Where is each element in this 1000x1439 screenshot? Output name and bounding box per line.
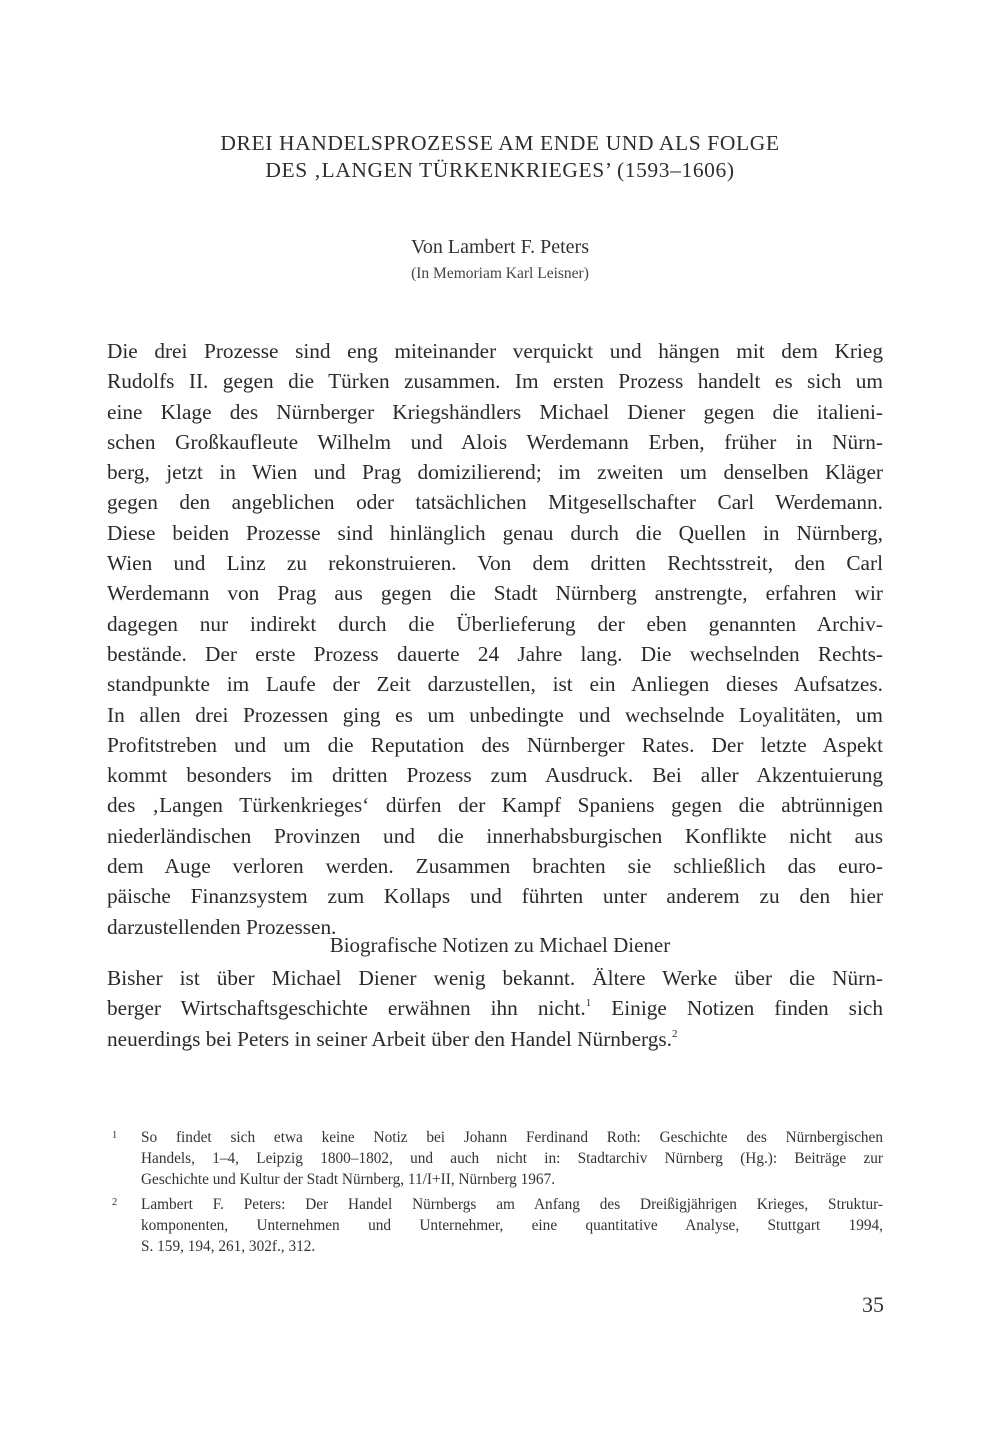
paragraph-text: neuerdings bei Peters in seiner Arbeit über den Handel Nürnbergs.: [107, 1026, 673, 1051]
paragraph-line: Wien und Linz zu rekonstruieren. Von dem dritten Rechtsstreit, den Carl: [107, 551, 883, 576]
footnote-number: 1: [112, 1130, 118, 1141]
paragraph-line: eine Klage des Nürnberger Kriegshändlers Michael Diener gegen die italieni-: [107, 399, 883, 424]
paragraph-line: Rudolfs II. gegen die Türken zusammen. Im ersten Prozess handelt es sich um: [107, 369, 883, 394]
footnote-line: S. 159, 194, 261, 302f., 312.: [141, 1238, 316, 1256]
page-number: 35: [862, 1292, 884, 1317]
paragraph-line: Diese beiden Prozesse sind hinlänglich genau durch die Quellen in Nürnberg,: [107, 520, 883, 545]
footnote-line: komponenten, Unternehmen und Unternehmer, eine quantitative Analyse, Stuttgart 1994,: [141, 1216, 883, 1234]
paragraph-line: [107, 993, 883, 1023]
footnote-ref[interactable]: 2: [672, 1027, 678, 1040]
paragraph-line: berg, jetzt in Wien und Prag domizilierend; im zweiten um denselben Kläger: [107, 460, 883, 485]
footnote: [107, 1127, 883, 1191]
footnote-line: Handels, 1–4, Leipzig 1800–1802, und auch nicht in: Stadtarchiv Nürnberg (Hg.): Beiträge zur: [141, 1150, 883, 1168]
paragraph-line: gegen den angeblichen oder tatsächlichen Mitgesellschafter Carl Werdemann.: [107, 490, 883, 515]
section-paragraph: [107, 963, 883, 1054]
paragraph-line: [107, 1024, 883, 1054]
paragraph-line: bestände. Der erste Prozess dauerte 24 Jahre lang. Die wechselnden Rechts-: [107, 641, 883, 666]
article-title: [0, 130, 1000, 184]
intro-paragraph: [107, 336, 883, 942]
paragraph-line: Bisher ist über Michael Diener wenig bekannt. Ältere Werke über die Nürn-: [107, 966, 883, 990]
footnote-line: Lambert F. Peters: Der Handel Nürnbergs am Anfang des Dreißigjährigen Krieges, Struktur-: [141, 1195, 883, 1213]
paragraph-line: Profitstreben und um die Reputation des Nürnberger Rates. Der letzte Aspekt: [107, 732, 883, 757]
paragraph-line: standpunkte im Laufe der Zeit darzustellen, ist ein Anliegen dieses Aufsatzes.: [107, 672, 883, 697]
paragraph-line: dem Auge verloren werden. Zusammen brachten sie schließlich das euro-: [107, 854, 883, 879]
footnote-ref[interactable]: 1: [585, 997, 592, 1010]
paragraph-line: kommt besonders im dritten Prozess zum Ausdruck. Bei aller Akzentuierung: [107, 763, 883, 788]
paragraph-line: darzustellenden Prozessen.: [107, 914, 337, 939]
paragraph-line: Werdemann von Prag aus gegen die Stadt Nürnberg anstrengte, erfahren wir: [107, 581, 883, 606]
paragraph-line: dagegen nur indirekt durch die Überlieferung der eben genannten Archiv-: [107, 611, 883, 636]
paragraph-line: päische Finanzsystem zum Kollaps und führten unter anderem zu den hier: [107, 884, 883, 909]
footnote-line: So findet sich etwa keine Notiz bei Johann Ferdinand Roth: Geschichte des Nürnbergischen: [141, 1129, 883, 1146]
paragraph-text: berger Wirtschaftsgeschichte erwähnen ihn nicht.: [107, 996, 586, 1021]
title-line: DES ‚LANGEN TÜRKENKRIEGES’ (1593–1606): [265, 158, 735, 182]
footnotes: [107, 1127, 883, 1260]
footnote-number: 2: [112, 1196, 118, 1208]
footnote: [107, 1194, 883, 1258]
paragraph-line: niederländischen Provinzen und die innerhabsburgischen Konflikte nicht aus: [107, 823, 883, 848]
title-line: DREI HANDELSPROZESSE AM ENDE UND ALS FOLGE: [220, 131, 780, 155]
paragraph-line: In allen drei Prozessen ging es um unbedingte und wechselnde Loyalitäten, um: [107, 702, 883, 727]
paragraph-line: schen Großkaufleute Wilhelm und Alois Werdemann Erben, früher in Nürn-: [107, 429, 883, 454]
section-heading: Biografische Notizen zu Michael Diener: [329, 933, 671, 957]
author-line: Von Lambert F. Peters: [410, 236, 589, 258]
paragraph-line: des ‚Langen Türkenkrieges‘ dürfen der Kampf Spaniens gegen die abtrünnigen: [107, 793, 883, 818]
paragraph-text: Einige Notizen finden sich: [591, 996, 883, 1021]
dedication-line: (In Memoriam Karl Leisner): [411, 265, 589, 282]
paragraph-line: Die drei Prozesse sind eng miteinander verquickt und hängen mit dem Krieg: [107, 339, 883, 363]
footnote-line: Geschichte und Kultur der Stadt Nürnberg, 11/I+II, Nürnberg 1967.: [141, 1171, 556, 1189]
